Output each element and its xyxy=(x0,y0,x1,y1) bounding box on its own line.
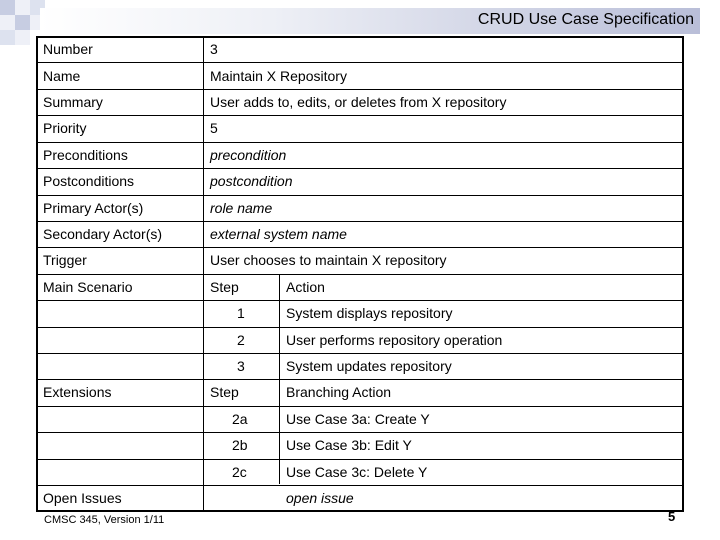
ext-action-header: Branching Action xyxy=(286,384,392,400)
priority-value: 5 xyxy=(210,120,218,136)
open-issues-label: Open Issues xyxy=(43,490,122,506)
summary-value: User adds to, edits, or deletes from X repository xyxy=(210,94,507,110)
secondary-actor-value: external system name xyxy=(210,226,347,242)
decorative-square xyxy=(15,15,30,30)
number-label: Number xyxy=(43,41,93,57)
main-step-action: User performs repository operation xyxy=(286,332,503,348)
row-divider xyxy=(38,406,682,407)
priority-label: Priority xyxy=(43,120,87,136)
ext-step-number: 2b xyxy=(232,437,248,453)
ext-step-number: 2a xyxy=(232,411,248,427)
secondary-actor-label: Secondary Actor(s) xyxy=(43,226,163,242)
footer-text: CMSC 345, Version 1/11 xyxy=(44,514,165,526)
row-divider xyxy=(38,115,682,116)
trigger-value: User chooses to maintain X repository xyxy=(210,252,447,268)
main-step-header: Step xyxy=(210,279,239,295)
row-divider xyxy=(38,221,682,222)
row-divider xyxy=(38,168,682,169)
summary-label: Summary xyxy=(43,94,103,110)
row-divider xyxy=(38,353,682,354)
name-label: Name xyxy=(43,68,81,84)
row-divider xyxy=(38,89,682,90)
main-step-number: 1 xyxy=(237,305,245,321)
row-divider xyxy=(38,432,682,433)
number-value: 3 xyxy=(210,41,218,57)
row-divider xyxy=(38,195,682,196)
decorative-square xyxy=(15,30,30,45)
row-divider xyxy=(38,327,682,328)
primary-actor-value: role name xyxy=(210,200,273,216)
row-divider xyxy=(38,274,682,275)
row-divider xyxy=(38,247,682,248)
extensions-label: Extensions xyxy=(43,384,112,400)
ext-step-action: Use Case 3b: Edit Y xyxy=(286,437,412,453)
row-divider xyxy=(38,459,682,460)
row-divider xyxy=(38,379,682,380)
main-step-action: System displays repository xyxy=(286,305,453,321)
decorative-square xyxy=(0,0,15,15)
main-step-action: System updates repository xyxy=(286,358,452,374)
name-value: Maintain X Repository xyxy=(210,68,347,84)
preconditions-label: Preconditions xyxy=(43,147,128,163)
preconditions-value: precondition xyxy=(210,147,287,163)
main-action-header: Action xyxy=(286,279,325,295)
ext-step-number: 2c xyxy=(232,464,247,480)
main-step-number: 3 xyxy=(237,358,245,374)
ext-step-header: Step xyxy=(210,384,239,400)
row-divider xyxy=(38,142,682,143)
page-number: 5 xyxy=(668,509,676,524)
main-step-number: 2 xyxy=(237,332,245,348)
row-divider xyxy=(38,485,682,486)
column-divider xyxy=(203,38,204,510)
ext-step-action: Use Case 3c: Delete Y xyxy=(286,464,428,480)
decorative-square xyxy=(15,0,30,15)
column-divider xyxy=(279,274,280,484)
decorative-square xyxy=(0,15,15,30)
open-issues-value: open issue xyxy=(286,490,354,506)
row-divider xyxy=(38,300,682,301)
trigger-label: Trigger xyxy=(43,252,87,268)
slide-title: CRUD Use Case Specification xyxy=(477,11,694,28)
row-divider xyxy=(38,62,682,63)
postconditions-value: postcondition xyxy=(210,173,293,189)
decorative-square xyxy=(0,30,15,45)
primary-actor-label: Primary Actor(s) xyxy=(43,200,144,216)
postconditions-label: Postconditions xyxy=(43,173,135,189)
ext-step-action: Use Case 3a: Create Y xyxy=(286,411,430,427)
main-scenario-label: Main Scenario xyxy=(43,279,133,295)
